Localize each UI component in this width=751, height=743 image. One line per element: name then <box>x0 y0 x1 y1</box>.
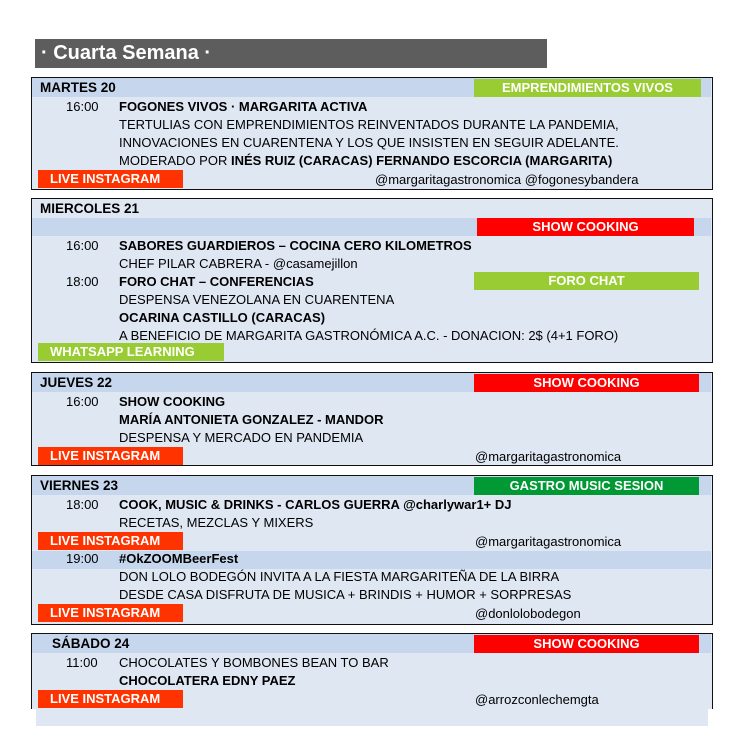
instagram-handle: @margaritagastronomica @fogonesybandera <box>375 172 639 187</box>
event-description: DESPENSA VENEZOLANA EN CUARENTENA <box>119 292 395 307</box>
event-title: SHOW COOKING <box>119 394 226 409</box>
instagram-handle: @margaritagastronomica <box>475 534 622 549</box>
category-tag: SHOW COOKING <box>477 218 694 236</box>
event-speaker: OCARINA CASTILLO (CARACAS) <box>119 310 326 325</box>
event-time: 18:00 <box>66 274 99 289</box>
category-tag: FORO CHAT <box>474 272 699 290</box>
event-title: FOGONES VIVOS · MARGARITA ACTIVA <box>119 99 368 114</box>
event-description: CHEF PILAR CABRERA - @casamejillon <box>119 256 358 271</box>
live-instagram-badge: LIVE INSTAGRAM <box>38 604 183 622</box>
event-description: DESDE CASA DISFRUTA DE MUSICA + BRINDIS + HUMOR + SORPRESAS <box>119 587 572 602</box>
event-description: INNOVACIONES EN CUARENTENA Y LOS QUE INSISTEN EN SEGUIR ADELANTE. <box>119 135 619 150</box>
live-instagram-badge: LIVE INSTAGRAM <box>38 170 183 188</box>
event-title: COOK, MUSIC & DRINKS - CARLOS GUERRA @charlywar1+ DJ <box>119 497 512 512</box>
event-description: DESPENSA Y MERCADO EN PANDEMIA <box>119 430 364 445</box>
day-label: JUEVES 22 <box>40 375 113 390</box>
event-speaker: MARÍA ANTONIETA GONZALEZ - MANDOR <box>119 412 384 427</box>
category-tag: SHOW COOKING <box>474 635 699 653</box>
instagram-handle: @arrozconlechemgta <box>475 692 599 707</box>
category-tag: SHOW COOKING <box>474 374 699 392</box>
block-bottom-fill <box>36 709 708 726</box>
event-description: DON LOLO BODEGÓN INVITA A LA FIESTA MARGARITEÑA DE LA BIRRA <box>119 569 560 584</box>
event-title: FORO CHAT – CONFERENCIAS <box>119 274 314 289</box>
event-speaker: CHOCOLATERA EDNY PAEZ <box>119 673 296 688</box>
event-time: 16:00 <box>66 238 99 253</box>
instagram-handle: @donlolobodegon <box>475 606 581 621</box>
category-tag: EMPRENDIMIENTOS VIVOS <box>474 79 701 97</box>
live-instagram-badge: LIVE INSTAGRAM <box>38 532 183 550</box>
event-title: SABORES GUARDIEROS – COCINA CERO KILOMETROS <box>119 238 472 253</box>
event-title: #OkZOOMBeerFest <box>119 551 239 566</box>
day-label: VIERNES 23 <box>40 478 119 493</box>
event-time: 18:00 <box>66 497 99 512</box>
day-label: MARTES 20 <box>40 80 116 95</box>
event-time: 11:00 <box>66 655 98 670</box>
week-title: · Cuarta Semana · <box>35 39 547 68</box>
day-label: SÁBADO 24 <box>52 636 130 651</box>
event-description: RECETAS, MEZCLAS Y MIXERS <box>119 515 314 530</box>
event-time: 16:00 <box>66 394 99 409</box>
instagram-handle: @margaritagastronomica <box>475 449 622 464</box>
event-description: TERTULIAS CON EMPRENDIMIENTOS REINVENTADOS DURANTE LA PANDEMIA, <box>119 117 619 132</box>
event-time: 19:00 <box>66 551 99 566</box>
day-label: MIERCOLES 21 <box>40 201 140 216</box>
whatsapp-learning-badge: WHATSAPP LEARNING <box>38 343 224 361</box>
event-donation: A BENEFICIO DE MARGARITA GASTRONÓMICA A.C. - DONACION: 2$ (4+1 FORO) <box>119 328 619 343</box>
live-instagram-badge: LIVE INSTAGRAM <box>38 447 183 465</box>
event-title: CHOCOLATES Y BOMBONES BEAN TO BAR <box>119 655 389 670</box>
category-tag: GASTRO MUSIC SESION <box>474 477 699 495</box>
event-moderators <box>119 153 612 168</box>
moderator-prefix: MODERADO POR <box>119 153 231 168</box>
live-instagram-badge: LIVE INSTAGRAM <box>38 690 183 708</box>
moderator-names: INÉS RUIZ (CARACAS) FERNANDO ESCORCIA (MARGARITA) <box>230 153 613 168</box>
event-time: 16:00 <box>66 99 99 114</box>
